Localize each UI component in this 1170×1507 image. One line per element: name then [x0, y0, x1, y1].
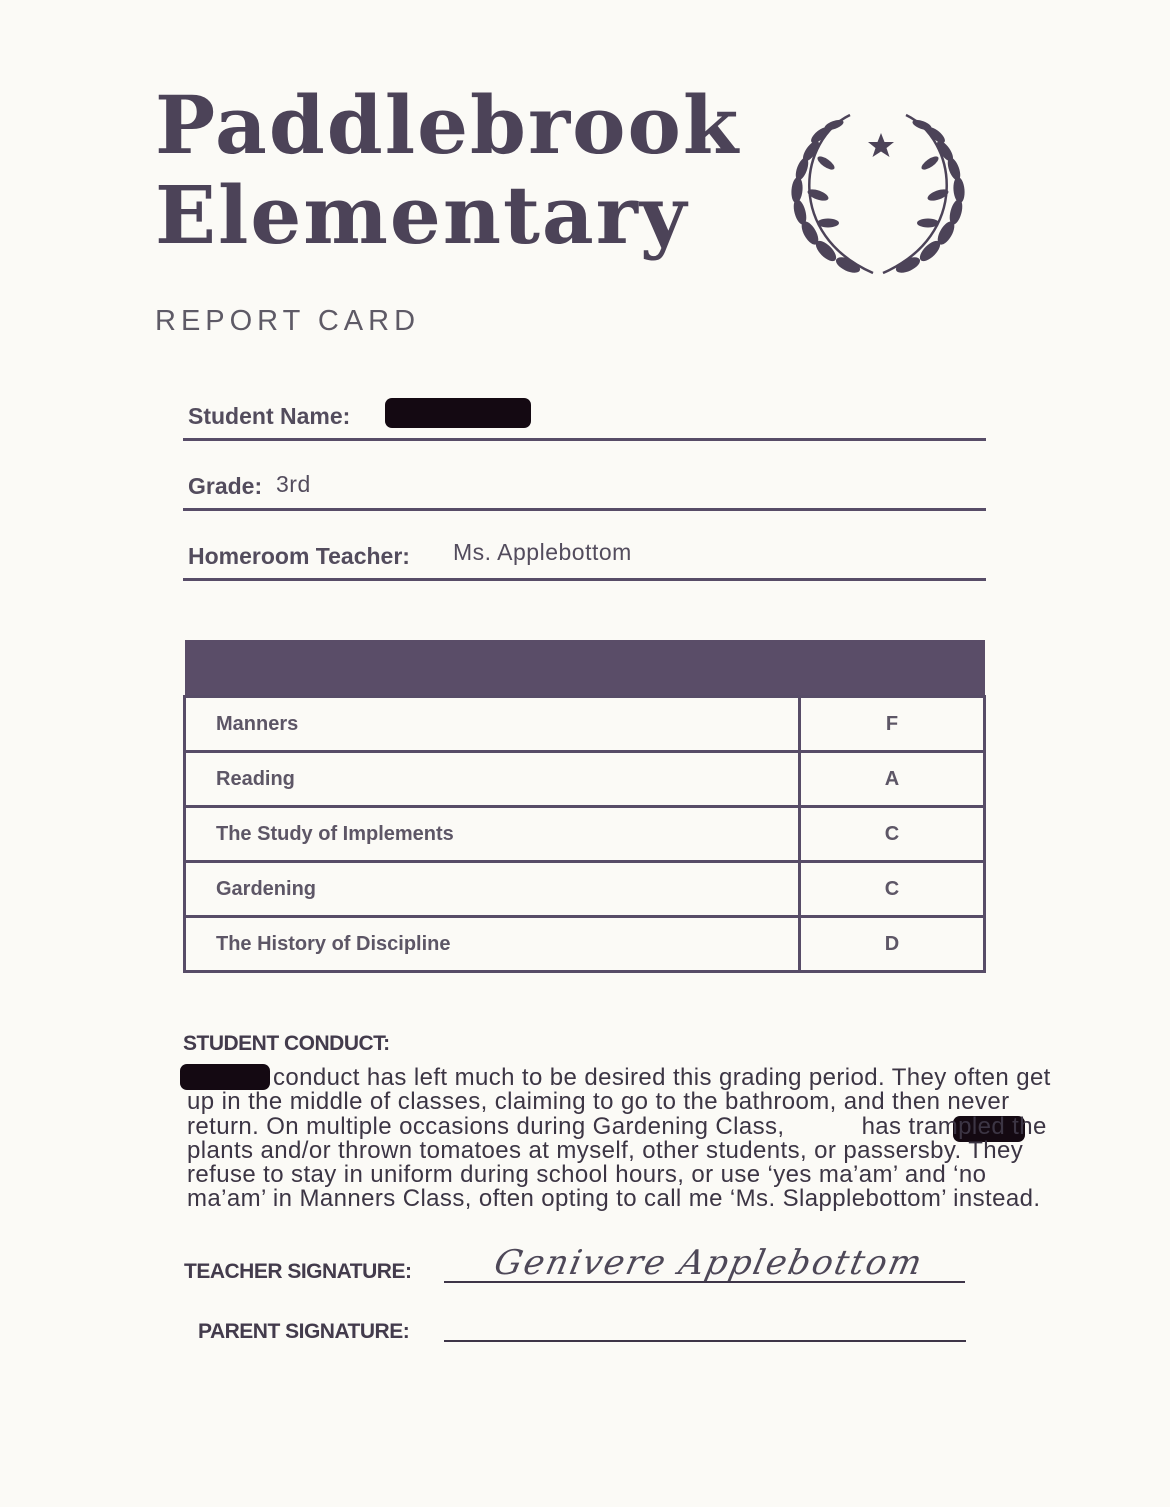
conduct-text-part2: has trampled the plants and/or thrown tomatoes at myself, other students, or passersby. They refuse to stay in uniform during school hours, or use ‘yes ma’am’ and ‘no ma’am’ in Manners Class, often opting to call me ‘Ms. Slapplebottom’ instead.: [187, 1112, 1047, 1213]
teacher-signature: Genivere Applebottom: [490, 1243, 928, 1283]
subject-cell: The Study of Implements: [185, 807, 800, 862]
school-name: [155, 80, 740, 260]
parent-signature-label: PARENT SIGNATURE:: [198, 1320, 410, 1343]
table-row: [185, 807, 985, 862]
grades-table-header: [185, 640, 985, 697]
grade-cell: D: [800, 917, 985, 972]
grade-cell: C: [800, 807, 985, 862]
document-title: REPORT CARD: [155, 305, 421, 337]
subject-cell: The History of Discipline: [185, 917, 800, 972]
teacher-signature-label: TEACHER SIGNATURE:: [184, 1260, 412, 1283]
homeroom-teacher-value: Ms. Applebottom: [453, 539, 632, 565]
grade-cell: F: [800, 697, 985, 752]
grade-cell: C: [800, 862, 985, 917]
homeroom-teacher-field: [183, 530, 986, 581]
student-name-label: Student Name:: [188, 403, 351, 429]
subject-cell: Reading: [185, 752, 800, 807]
grade-label: Grade:: [188, 473, 263, 499]
grade-field: [183, 460, 986, 511]
subject-cell: Manners: [185, 697, 800, 752]
table-row: [185, 697, 985, 752]
student-conduct-label: STUDENT CONDUCT:: [183, 1032, 390, 1055]
redacted-student-name: [385, 398, 531, 428]
laurel-wreath-star-icon: [778, 95, 978, 285]
table-row: [185, 862, 985, 917]
teacher-signature-line: [444, 1281, 965, 1283]
grades-table: [183, 640, 986, 973]
parent-signature-line[interactable]: [444, 1340, 966, 1342]
grade-value: 3rd: [276, 471, 311, 497]
table-row: [185, 752, 985, 807]
student-name-field: [183, 390, 986, 441]
table-row: [185, 917, 985, 972]
school-name-line1: Paddlebrook: [155, 78, 741, 172]
grade-cell: A: [800, 752, 985, 807]
conduct-text-part1: conduct has left much to be desired this grading period. They often get up in the middle of classes, claiming to go to the bathroom, and then never return. On multiple occasions during Gardening Class,: [187, 1064, 1051, 1140]
subject-cell: Gardening: [185, 862, 800, 917]
student-conduct-text: [187, 1066, 1067, 1212]
school-name-line2: Elementary: [155, 168, 689, 262]
homeroom-teacher-label: Homeroom Teacher:: [188, 543, 410, 569]
